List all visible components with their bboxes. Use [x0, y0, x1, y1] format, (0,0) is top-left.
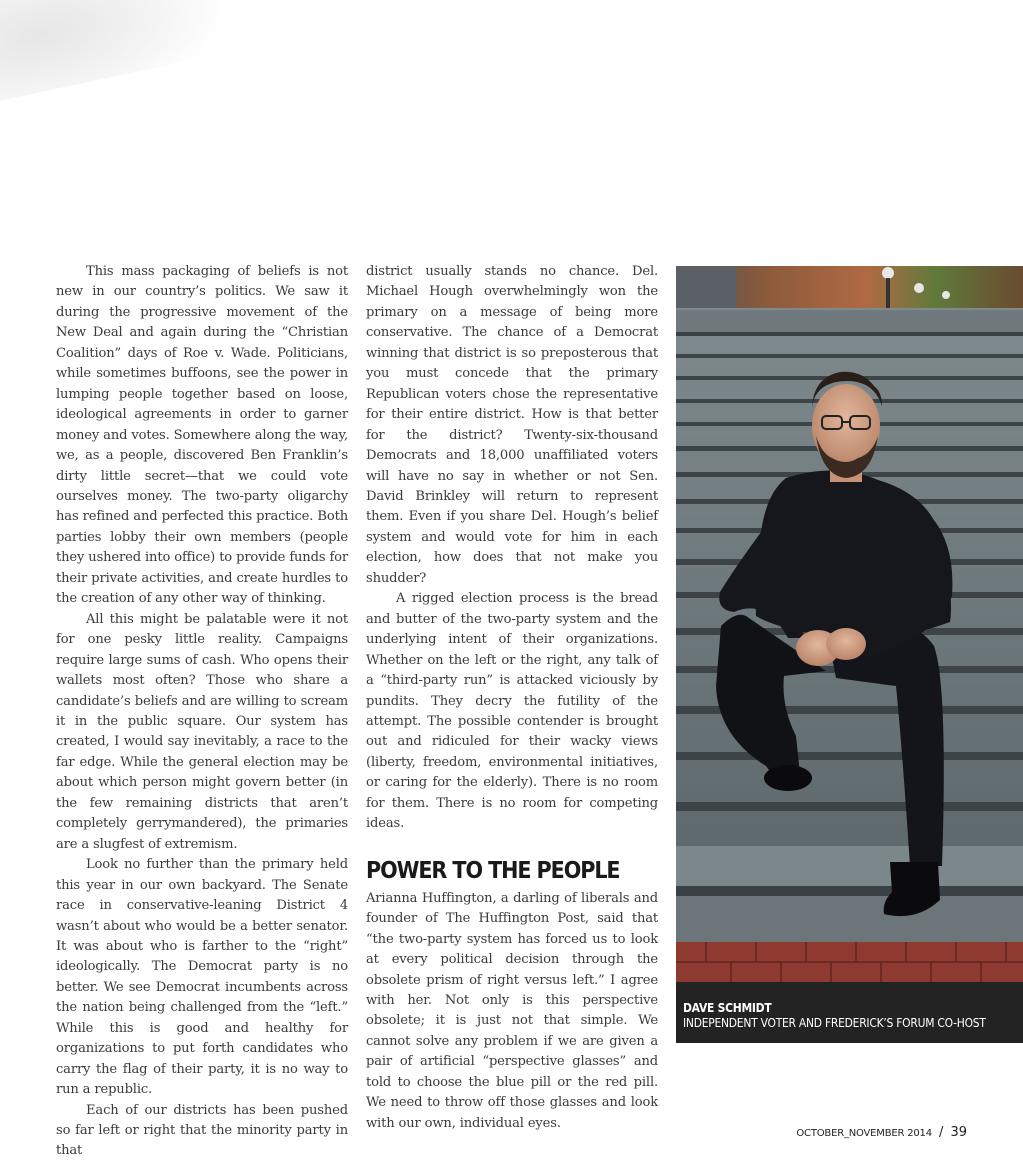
photo-caption: [676, 982, 1023, 1043]
issue-date: OCTOBER_NOVEMBER 2014: [796, 1128, 932, 1139]
footer-separator: /: [938, 1125, 944, 1140]
page-number: 39: [950, 1125, 967, 1140]
paragraph: A rigged election process is the bread and butter of the two-party system and the underlying intent of their organizations. Whether on the left or the right, any talk of a “third-party run” is attacked viciously by pundits. They decry the futility of the attempt. The possible contender is brought out and ridiculed for their wacky views (liberty, freedom, environmental initiatives, or caring for the elderly). There is no room for them. There is no room for competing ideas.: [366, 591, 658, 832]
paragraph: Arianna Huffington, a darling of liberals and founder of The Huffington Post, said that “the two-party system has forced us to look at every political decision through the obsolete prism of right versus left.” I agree with her. Not only is this perspective obsolete; it is just not that simple. We cannot solve any problem if we are given a pair of artificial “perspective glasses” and told to choose the blue pill or the red pill. We need to throw off those glasses and look with our own, individual eyes.: [366, 890, 658, 1131]
portrait-photo: [676, 266, 1023, 982]
paragraph: All this might be palatable were it not for one pesky little reality. Campaigns require large sums of cash. Who opens their wallets most often? Those who share a candidate’s beliefs and are willing to scream it in the public square. Our system has created, I would say inevitably, a race to the far edge. While the general election may be about which person might govern better (in the few remaining districts that aren’t completely gerrymandered), the primaries are a slugfest of extremism.: [56, 611, 348, 852]
page-footer: [796, 1121, 967, 1140]
paragraph: district usually stands no chance. Del. Michael Hough overwhelmingly won the primary on a message of being more conservative. The chance of a Democrat winning that district is so preposterous that you must concede that the primary Republican voters chose the representative for their entire district. How is that better for the district? Twenty-six-thousand Democrats and 18,000 unaffiliated voters will have no say in whether or not Sen. David Brinkley will return to represent them. Even if you share Del. Hough’s belief system and would vote for him in each election, how does that not make you shudder?: [366, 264, 658, 586]
article-column-left: [56, 262, 348, 1162]
paragraph: This mass packaging of beliefs is not new in our country’s politics. We saw it during the progressive movement of the New Deal and again during the “Christian Coalition” days of Roe v. Wade. Politicians, while sometimes buffoons, see the power in lumping people together based on loose, ideological agreements in order to garner money and votes. Somewhere along the way, we, as a people, discovered Ben Franklin’s dirty little secret—that we could vote ourselves money. The two-party oligarchy has refined and perfected this practice. Both parties lobby their own members (people they ushered into office) to provide funds for their private activities, and create hurdles to the creation of any other way of thinking.: [56, 264, 348, 607]
caption-role: INDEPENDENT VOTER AND FREDERICK’S FORUM CO-HOST: [683, 1015, 986, 1030]
caption-name: DAVE SCHMIDT: [683, 1000, 772, 1015]
paragraph: Each of our districts has been pushed so far left or right that the minority party in that: [56, 1102, 348, 1159]
page-curl-shadow: [0, 0, 232, 105]
paragraph: Look no further than the primary held this year in our own backyard. The Senate race in conservative-leaning District 4 wasn’t about who would be a better senator. It was about who is farther to the “right” ideologically. The Democrat party is no better. We see Democrat incumbents across the nation being challenged from the “left.” While this is good and healthy for organizations to put forth candidates who carry the flag of their party, it is no way to run a republic.: [56, 857, 348, 1098]
article-column-right: [366, 262, 658, 1134]
section-heading: POWER TO THE PEOPLE: [366, 857, 620, 884]
